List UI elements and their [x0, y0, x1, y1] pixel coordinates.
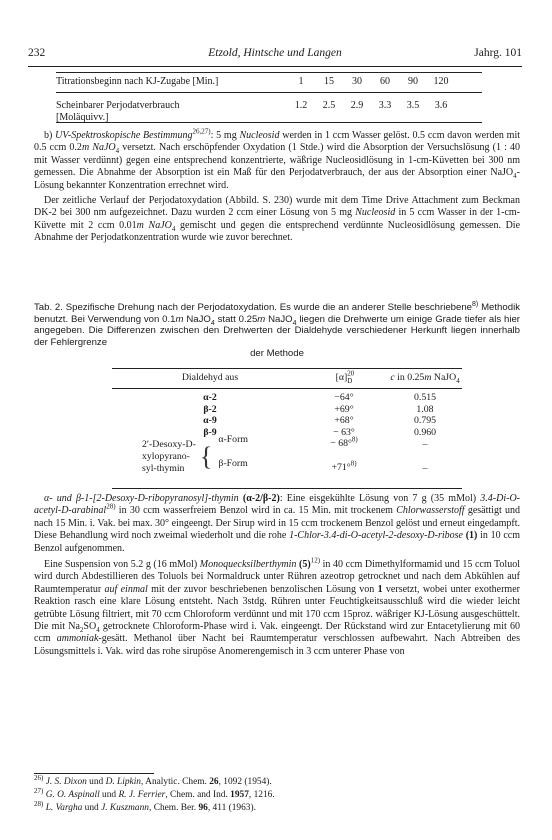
text: Methodik benutzt. Bei Verwendung von 0.1: [34, 302, 520, 325]
header-sub: D: [347, 376, 353, 385]
text: NaJO: [148, 219, 172, 231]
col-header: c in 0.25m NaJO$_4$: [390, 372, 460, 385]
text: auf einmal: [104, 583, 148, 595]
table-cell: 1.2: [294, 100, 308, 111]
text: gemischt und gegen die entsprechend verdünnte Nucleosidlösung gemessen. Die Abnahme der Perjodatkonzentration wurde wie zuvor berechnet.: [34, 219, 521, 244]
footnote: [34, 789, 520, 802]
beta-form-label: β-Form: [218, 457, 248, 469]
running-title: Etzold, Hintsche und Langen: [208, 47, 342, 59]
text: versetzt. Nach erschöpfender Oxydation (1 Stde.) wird die Absorption der Versuchslösung (1 : 40 mit Wasser verdünnt) gegen eine entsprechend konzentrierte, wäßrige Nucleosidlösung in 1-cm-Küvetten bei 300 nm gemessen. Die Abnahme der Absorption ist ein Maß für den Perjodatverbrauch, der aus der Absorption einer NaJO: [34, 142, 521, 179]
text: Monoquecksilberthymin: [199, 559, 297, 571]
table-cell: α-9: [203, 415, 217, 427]
titration-table: [56, 76, 455, 124]
text: NaJO: [92, 142, 116, 154]
text: m: [81, 142, 90, 154]
text: -gesätt. Methanol über Nacht bei Raumtemperatur verschlossen aufbewahrt. Nach Abtreiben des Lösungsmittels i. Vak. wird das rohe sirupöse Anomerengemisch in 3 ccm unterer Phase von: [34, 633, 520, 657]
header-sub: 4: [456, 376, 460, 385]
footnote-number: 26): [34, 773, 44, 782]
ref-mark: 26,27): [192, 127, 211, 136]
table-cell: +69°: [334, 403, 354, 415]
compound-number: (α-2/β-2): [242, 493, 280, 504]
text: SO: [83, 621, 97, 633]
ref-mark: 28): [106, 503, 116, 512]
text: : Eine eisgekühlte Lösung von 7 g (35 mMol): [279, 493, 481, 504]
text: Tab. 2. Spezifische Drehung nach der Perjodatoxydation. Es wurde die an anderer Stelle beschriebene: [34, 302, 473, 313]
rotation-value: +71°: [331, 461, 351, 473]
text: -Lösung bekannter Konzentration errechnet wird.: [34, 167, 520, 191]
text: m: [257, 313, 266, 325]
table-cell: − 63°: [333, 427, 355, 439]
table-cell: 0.795: [413, 415, 437, 427]
text: statt 0.25: [214, 313, 258, 325]
footnote-author: D. Lipkin: [105, 777, 141, 787]
compound-number: (5): [299, 559, 311, 571]
table-cell: 1: [298, 76, 304, 87]
text: , 411 (1963).: [207, 803, 256, 814]
table-row: [112, 392, 470, 404]
footnote-author: L. Vargha: [45, 803, 83, 814]
footnote-author: G. O. Aspinall: [45, 790, 100, 801]
text: m: [175, 313, 184, 325]
ref-mark: 8): [350, 459, 357, 468]
text: mit der zuvor beschriebenen benzolischen Lösung von: [147, 583, 378, 595]
header-sup: 20: [347, 369, 355, 378]
compound-number: 1: [377, 583, 383, 595]
text: , 1216.: [248, 790, 275, 801]
ref-mark: 12): [310, 556, 321, 565]
para-heading: α- und β-1-[2-Desoxy-D-ribopyranosyl]-thymin: [44, 493, 239, 504]
table-cell: 3.5: [406, 100, 420, 111]
footnote: [34, 773, 520, 789]
alpha-form-label: α-Form: [218, 433, 248, 445]
table-cell: 3.3: [378, 100, 392, 111]
footnote-author: J. S. Dixon: [45, 777, 87, 787]
row-label: Scheinbarer Perjodatverbrauch: [56, 100, 180, 111]
experimental-text: [34, 493, 520, 658]
table-cell: β-2: [203, 403, 217, 415]
table2-top-rule: [112, 368, 462, 369]
paragraph-synthesis: [34, 493, 520, 555]
footnote-volume: 1957: [230, 790, 249, 801]
para-lead: b): [44, 130, 53, 141]
table-row: [112, 427, 470, 439]
text: , 1092 (1954).: [218, 777, 272, 787]
table-cell: 120: [433, 76, 449, 87]
table1-top-rule: [56, 72, 482, 73]
text: und: [82, 803, 102, 814]
paragraph-kinetic: Der zeitliche Verlauf der Perjodatoxydation (Abbild. S. 230) wurde mit dem Time Drive Attachment zum Beckman DK-2 bei 300 nm aufgezeichnet. Dazu wurden 2 ccm einer Lösung von 5 mg Nucleosid in 5 ccm Wasser in der 1-cm-Küvette mit 2 ccm 0.01m NaJO$_4$ gemischt und gegen die entsprechend verdünnte Nucleosidlösung gemessen. Die Abnahme der Perjodatkonzentration wurde wie zuvor berechnet.: [34, 195, 521, 244]
footnote: [34, 802, 520, 815]
table-cell: 2.9: [350, 100, 364, 111]
brace-icon: {: [199, 441, 213, 471]
xylo-name-line: syl-thymin: [142, 462, 185, 474]
table-cell: [380, 439, 470, 475]
table1-mid-rule: [56, 92, 482, 93]
table1-bottom-rule: [56, 122, 482, 123]
text: m: [136, 219, 144, 231]
text: NaJO: [183, 313, 211, 325]
header-rule: [28, 66, 522, 67]
text: in 5 ccm Wasser in der 1-cm-Küvette mit 2 ccm 0.01: [34, 207, 521, 231]
empty-dash: –: [422, 462, 428, 474]
text: und: [86, 777, 106, 787]
table-row: [56, 76, 455, 88]
text: NaJO: [265, 313, 293, 325]
text: liegen die Drehwerte um einige Grade tiefer als hier angegeben. Die Differenzen zwischen den Drehwerten der Dialdehyde verschiedener Herkunft liegen innerhalb der Fehlergrenze: [34, 313, 520, 348]
header-text: NaJO: [431, 372, 457, 383]
text: werden in 1 ccm Wasser gelöst. 0.5 ccm davon werden mit 0.5 ccm 0.2: [34, 130, 520, 154]
footnote-author: J. Kuszmann: [101, 803, 149, 814]
table-cell: 90: [408, 76, 418, 87]
table-cell: −64°: [334, 391, 354, 403]
table-cell: 0.960: [413, 427, 437, 439]
table2-bottom-rule: [112, 488, 462, 489]
table-cell: 1.08: [416, 403, 434, 415]
page-number: 232: [28, 47, 46, 59]
text: , Analytic. Chem.: [141, 777, 210, 787]
text: getrocknete Chloroform-Phase wird i. Vak. eingeengt. Der Rückstand wird zur Entacetylierung mit 60 ccm: [34, 621, 520, 645]
journal-year: Jahrg. 101: [474, 47, 522, 59]
paragraph-suspension: Eine Suspension von 5.2 g (16 mMol) Monoquecksilberthymin $(5)^{12)}$ in 40 ccm Dimethylformamid und 15 ccm Toluol wird durch Abdestillieren des Toluols bei Normaldruck unter Rühren azeotrop getrocknet und nach dem Abkühlen auf Raumtemperatur auf einmal mit der zuvor beschriebenen benzolischen Lösung von 1 versetzt, wobei unter exothermer Reaktion rasch eine klare Lösung entsteht. Nach 3stdg. Rühren unter Feuchtigkeitsausschluß wird die wieder leicht getrübte Lösung filtriert, mit 70 ccm Chloroform verdünnt und mit 170 ccm 15proz. wäßriger KJ-Lösung ausgeschüttelt. Die mit $Na_2SO_4$ getrocknete Chloroform-Phase wird i. Vak. eingeengt. Der Rückstand wird zur Entacetylierung mit 60 ccm ammoniak-gesätt. Methanol über Nacht bei Raumtemperatur verschlossen aufbewahrt. Nach Abtreiben des Lösungsmittels i. Vak. wird das rohe sirupöse Anomerengemisch in 3 ccm unterer Phase von: [34, 556, 520, 657]
table-cell: 30: [352, 76, 362, 87]
table-row: [112, 415, 470, 427]
footnote-author: R. J. Ferrier: [118, 790, 166, 801]
table-row: [56, 100, 455, 124]
table-cell: 0.515: [413, 391, 437, 403]
table-row: [112, 439, 470, 475]
para-heading: UV-Spektroskopische Bestimmung: [55, 130, 193, 141]
table-row: [112, 404, 470, 416]
table-cell: 3.6: [434, 100, 448, 111]
rotation-value: − 68°: [330, 437, 352, 449]
table-cell: 15: [324, 76, 334, 87]
ref-mark: 8): [472, 300, 479, 308]
text: ammoniak: [56, 633, 99, 645]
text: in 30 ccm wasserfreiem Benzol wird in ca. 15 Min. mit trockenem: [115, 505, 397, 517]
table-cell: β-9: [203, 427, 217, 439]
text: Der zeitliche Verlauf der Perjodatoxydation (Abbild. S. 230) wurde mit dem Time Drive Attachment zum Beckman DK-2 bei 300 nm aufgezeichnet. Dazu wurden 2 ccm einer Lösung von 5 mg: [34, 195, 520, 219]
table-cell: 2.5: [322, 100, 336, 111]
text: Nucleosid: [239, 130, 280, 141]
text: : 5 mg: [210, 130, 240, 141]
table2-caption: Tab. 2. Spezifische Drehung nach der Perjodatoxydation. Es wurde die an anderer Stelle beschriebene$^{8)}$ Methodik benutzt. Bei Verwendung von 0.1m NaJO$_4$ statt 0.25m NaJO$_4$ liegen die Drehwerte um einige Grade tiefer als hier angegeben. Die Differenzen zwischen den Drehwerten der Dialdehyde verschiedener Herkunft liegen innerhalb der Fehlergrenze der Methode: [34, 300, 520, 360]
table2-mid-rule: [112, 388, 462, 389]
text: , Chem. and Ind.: [165, 790, 231, 801]
xylo-name-line: xylopyrano-: [142, 450, 190, 462]
compound-number: (1): [465, 530, 478, 542]
text: , Chem. Ber.: [149, 803, 199, 814]
header-text: m: [424, 372, 432, 383]
text: in 40 ccm Dimethylformamid und 15 ccm Toluol wird durch Abdestillieren des Toluols bei Normaldruck unter Rühren azeotrop getrocknet und nach dem Abkühlen auf Raumtemperatur: [34, 559, 520, 595]
table-cell: +68°: [334, 415, 354, 427]
footnote-number: 28): [34, 800, 44, 809]
footnote-volume: 96: [198, 803, 208, 814]
footnote-rule: [34, 773, 154, 774]
running-header: [28, 47, 522, 61]
text: in 10 ccm Benzol aufgenommen.: [34, 530, 521, 554]
table-cell: α-2: [203, 391, 217, 403]
text: Chlorwasserstoff: [396, 505, 465, 517]
header-text: [α]: [335, 372, 348, 383]
footnote-volume: 26: [209, 777, 219, 787]
method-text: [34, 127, 521, 245]
footnote-number: 27): [34, 787, 44, 796]
footnotes: [34, 773, 520, 816]
row-label-unit: [Moläquivv.]: [56, 112, 109, 123]
text: und: [99, 790, 119, 801]
table-cell: [56, 100, 287, 124]
table-cell: Titrationsbeginn nach KJ-Zugabe [Min.]: [56, 76, 219, 87]
text: versetzt, wobei unter exothermer Reaktion rasch eine klare Lösung entsteht. Nach 3stdg. Rühren unter Feuchtigkeitsausschluß wird die wieder leicht getrübte Lösung filtriert, mit 70 ccm Chloroform verdünnt und mit 170 ccm 15proz. wäßriger KJ-Lösung ausgeschüttelt. Die mit Na: [34, 583, 520, 633]
text: gesättigt und nach 15 Min. i. Vak. bei max. 30° eingeengt. Der Sirup wird in 15 ccm trockenem Benzol gelöst und erneut eingedampft. Diese Behandlung wird noch zweimal wiederholt und die rohe: [34, 505, 520, 542]
xylo-name-line: 2′-Desoxy-D-: [142, 438, 196, 450]
col-header: Dialdehyd aus: [181, 372, 239, 383]
empty-dash: –: [422, 438, 428, 450]
text: 3.4-Di-O-acetyl-D-arabinal: [34, 493, 520, 517]
table-cell: 60: [380, 76, 390, 87]
table-cell: [308, 435, 380, 475]
caption-last-line: der Methode: [250, 348, 304, 360]
text: Eine Suspension von 5.2 g (16 mMol): [44, 559, 200, 571]
text: Nucleosid: [355, 207, 396, 219]
paragraph-uv: b) UV-Spektroskopische Bestimmung$^{26,27)}$: 5 mg Nucleosid werden in 1 ccm Wasser gelöst. 0.5 ccm davon werden mit 0.5 ccm 0.2m NaJO$_4$ versetzt. Nach erschöpfender Oxydation (1 Stde.) wird die Absorption der Versuchslösung (1 : 40 mit Wasser verdünnt) gegen eine entsprechend konzentrierte, wäßrige Nucleosidlösung in 1-cm-Küvetten bei 300 nm gemessen. Die Abnahme der Absorption ist ein Maß für den Perjodatverbrauch, der aus der Absorption einer NaJO$_4$-Lösung bekannter Konzentration errechnet wird.: [34, 127, 521, 191]
ref-mark: 8): [351, 435, 358, 444]
text: 1-Chlor-3.4-di-O-acetyl-2-desoxy-D-ribose: [289, 530, 463, 542]
